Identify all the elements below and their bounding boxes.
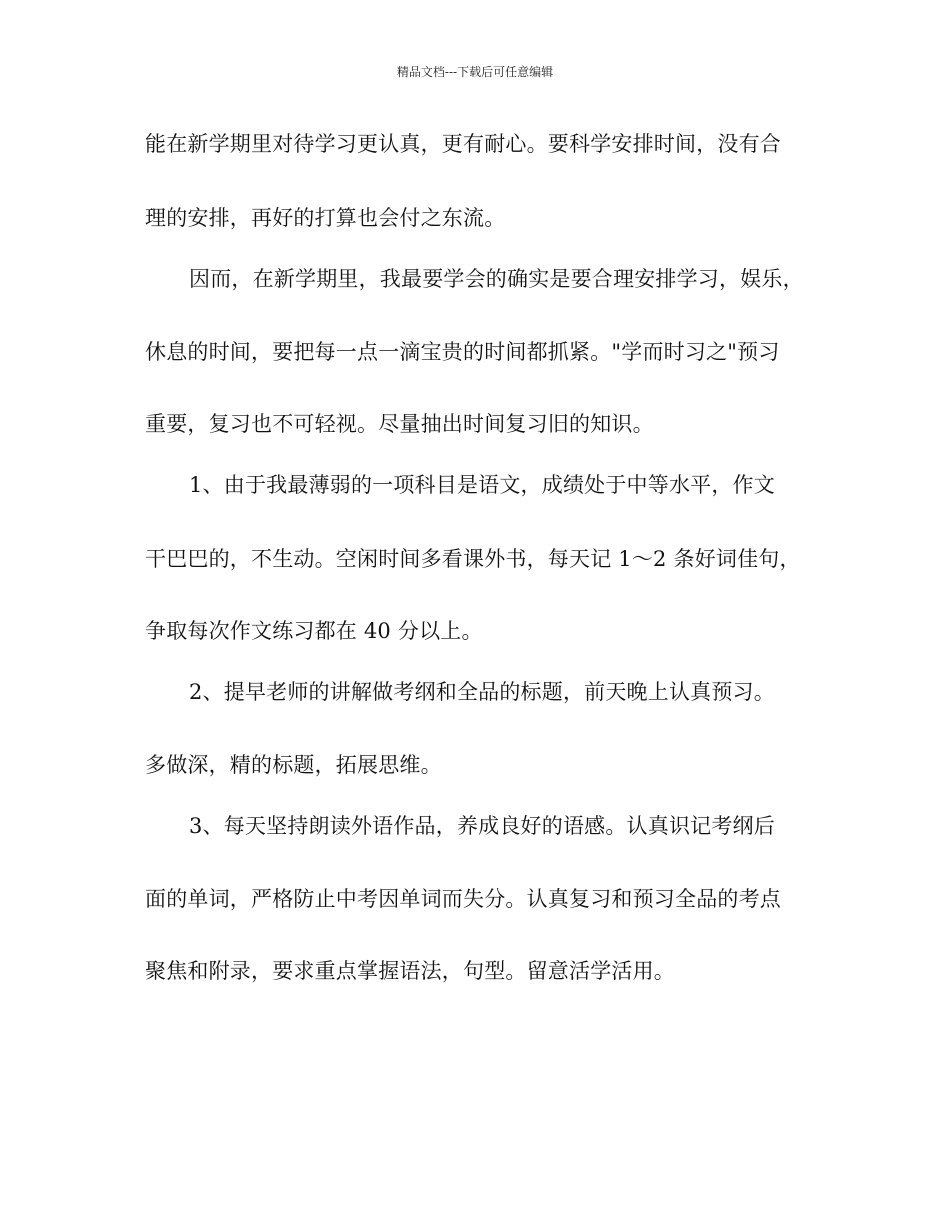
text-line: 多做深，精的标题，拓展思维。 bbox=[145, 753, 442, 777]
list-item-2-start: 2、提早老师的讲解做考纲和全品的标题，前天晚上认真预习。 bbox=[189, 680, 775, 704]
list-item-3-start: 3、每天坚持朗读外语作品，养成良好的语感。认真识记考纲后 bbox=[189, 814, 775, 838]
text-line: 能在新学期里对待学习更认真，更有耐心。要科学安排时间，没有合 bbox=[145, 132, 781, 156]
paragraph-start-line: 因而，在新学期里，我最要学会的确实是要合理安排学习，娱乐， bbox=[189, 267, 804, 291]
text-line: 休息的时间，要把每一点一滴宝贵的时间都抓紧。"学而时习之"预习 bbox=[145, 340, 780, 364]
text-line: 干巴巴的，不生动。空闲时间多看课外书，每天记 1～2 条好词佳句， bbox=[145, 547, 801, 571]
text-line: 重要，复习也不可轻视。尽量抽出时间复习旧的知识。 bbox=[145, 412, 654, 436]
text-line: 理的安排，再好的打算也会付之东流。 bbox=[145, 206, 506, 230]
text-line: 聚焦和附录，要求重点掌握语法，句型。留意活学活用。 bbox=[145, 959, 675, 983]
text-line: 面的单词，严格防止中考因单词而失分。认真复习和预习全品的考点 bbox=[145, 887, 781, 911]
page-header: 精品文档---下载后可任意编辑 bbox=[396, 65, 554, 79]
text-line: 争取每次作文练习都在 40 分以上。 bbox=[145, 619, 483, 643]
list-item-1-start: 1、由于我最薄弱的一项科目是语文，成绩处于中等水平，作文 bbox=[189, 473, 775, 497]
